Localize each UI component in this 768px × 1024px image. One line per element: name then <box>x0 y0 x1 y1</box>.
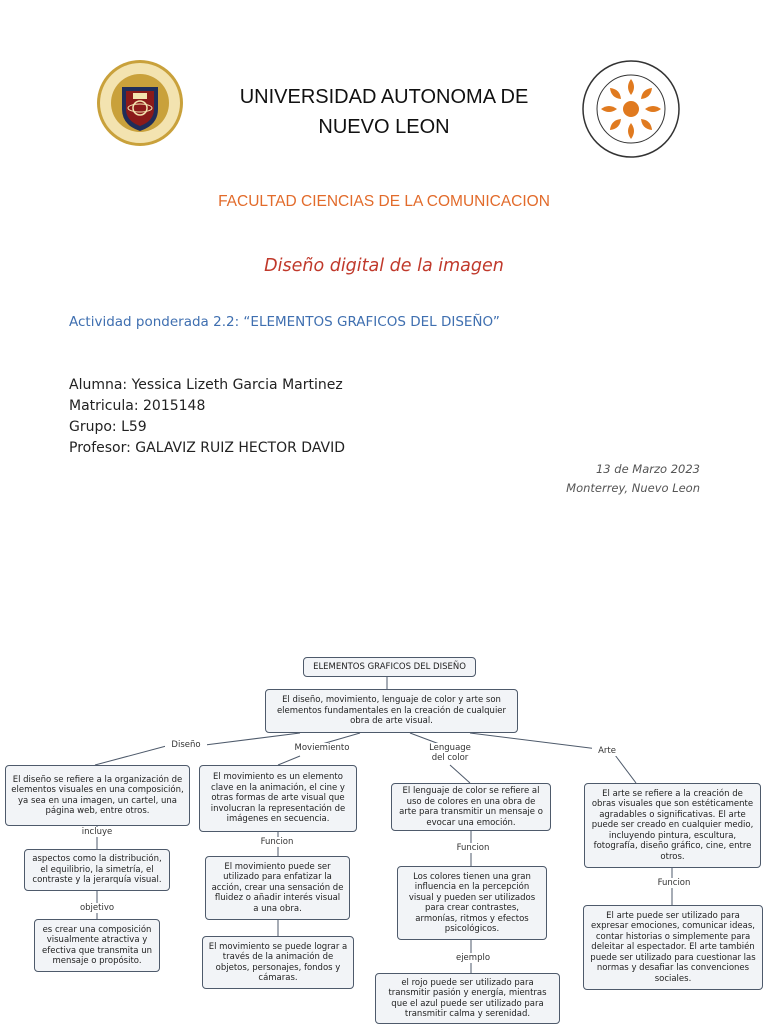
course-name: Diseño digital de la imagen <box>264 256 504 276</box>
activity-title: Actividad ponderada 2.2: “ELEMENTOS GRAFICOS DEL DISEÑO” <box>69 314 500 330</box>
node-color-ejemplo: el rojo puede ser utilizado para transmitir pasión y energía, mientras que el azul puede ser utilizado para transmitir calma y serenidad. <box>375 973 560 1024</box>
node-diseno-objetivo: es crear una composición visualmente atractiva y efectiva que transmita un mensaje o propósito. <box>34 919 160 972</box>
concept-map-intro: El diseño, movimiento, lenguaje de color y arte son elementos fundamentales en la creación de cualquier obra de arte visual. <box>265 689 518 733</box>
faculty-name: FACULTAD CIENCIAS DE LA COMUNICACION <box>218 193 550 210</box>
link-ejemplo: ejemplo <box>452 953 494 963</box>
link-funcion-color: Funcion <box>451 843 495 853</box>
student-group: Grupo: L59 <box>69 419 147 435</box>
node-color-funcion: Los colores tienen una gran influencia en la percepción visual y pueden ser utilizados para crear contrastes, armonías, ritmos y efectos psicológicos. <box>397 866 547 940</box>
node-movimiento-definicion: El movimiento es un elemento clave en la animación, el cine y otras formas de arte visual que involucran la representación de imágenes en secuencia. <box>199 765 357 832</box>
node-movimiento-funcion: El movimiento puede ser utilizado para enfatizar la acción, crear una sensación de fluidez o añadir interés visual a una obra. <box>205 856 350 920</box>
concept-map-root: ELEMENTOS GRAFICOS DEL DISEÑO <box>303 657 476 677</box>
link-arte: Arte <box>592 746 622 756</box>
node-arte-funcion: El arte puede ser utilizado para expresar emociones, comunicar ideas, contar historias o simplemente para deleitar al espectador. El arte también puede ser utilizado para cuestionar las normas y desafiar las convenciones sociales. <box>583 905 763 990</box>
node-arte-definicion: El arte se refiere a la creación de obras visuales que son estéticamente agradables o significativas. El arte puede ser creado en cualquier medio, incluyendo pintura, escultura, fotografía, diseño gráfico, cine, entre otros. <box>584 783 761 868</box>
link-lenguaje-color: Lenguage del color <box>421 743 479 763</box>
university-title: UNIVERSIDAD AUTONOMA DE NUEVO LEON <box>239 86 529 138</box>
place-text: Monterrey, Nuevo Leon <box>566 481 700 495</box>
link-funcion-arte: Funcion <box>652 878 696 888</box>
link-movimiento: Moviemiento <box>290 743 354 753</box>
student-id: Matricula: 2015148 <box>69 398 206 414</box>
node-movimiento-logro: El movimiento se puede lograr a través de la animación de objetos, personajes, fondos y cámaras. <box>202 936 354 989</box>
node-diseno-aspectos: aspectos como la distribución, el equilibrio, la simetría, el contraste y la jerarquía visual. <box>24 849 170 891</box>
student-name: Alumna: Yessica Lizeth Garcia Martinez <box>69 377 343 393</box>
node-diseno-definicion: El diseño se refiere a la organización de elementos visuales en una composición, ya sea en una imagen, un cartel, una página web, entre otros. <box>5 765 190 826</box>
node-color-definicion: El lenguaje de color se refiere al uso de colores en una obra de arte para transmitir un mensaje o evocar una emoción. <box>391 783 551 831</box>
link-objetivo: objetivo <box>72 903 122 913</box>
link-diseno: Diseño <box>165 740 207 750</box>
teacher-name: Profesor: GALAVIZ RUIZ HECTOR DAVID <box>69 440 346 456</box>
date-text: 13 de Marzo 2023 <box>595 462 700 476</box>
link-incluye: incluye <box>74 827 120 837</box>
link-funcion-movimiento: Funcion <box>254 837 300 847</box>
